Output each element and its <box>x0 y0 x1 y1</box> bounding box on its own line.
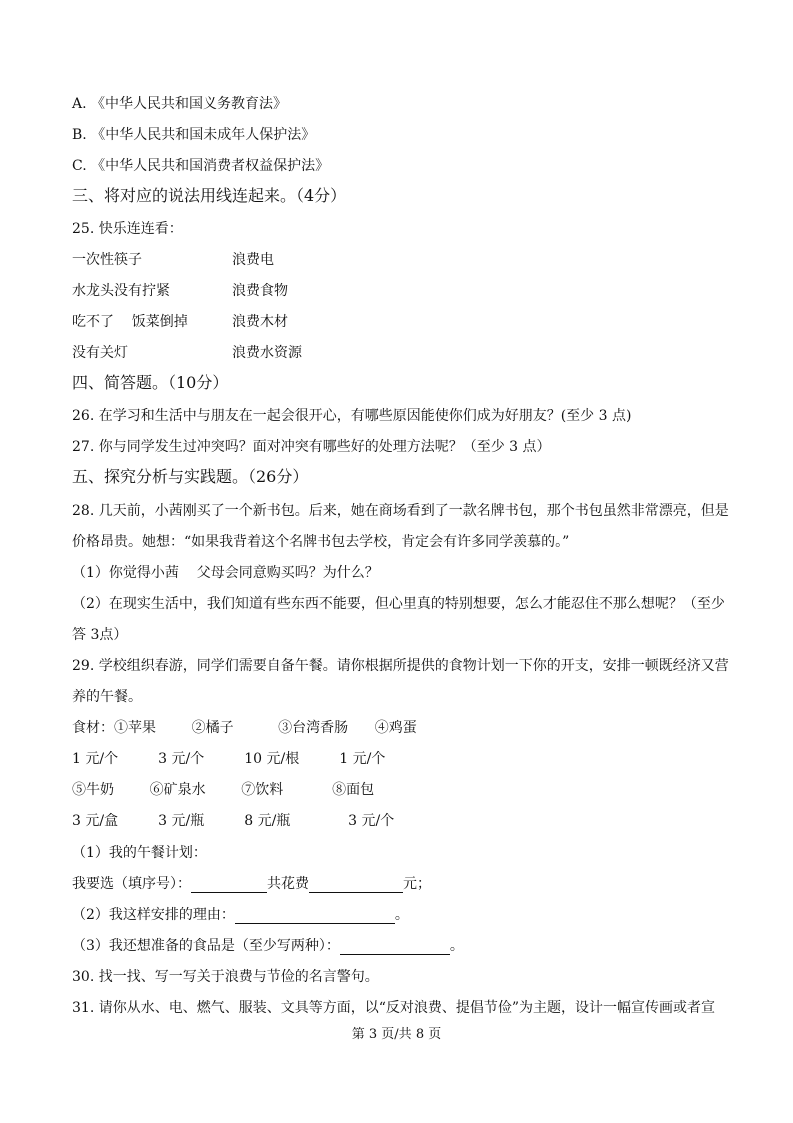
question-28-sub2-line1: （2）在现实生活中，我们知道有些东西不能要，但心里真的特别想要，怎么才能忍住不那么想呢？（至少 <box>72 596 725 612</box>
match-left-item: 一次性筷子 <box>72 252 142 268</box>
section3-heading: 三、将对应的说法用线连起来。（4分） <box>72 186 347 205</box>
food-row-2: ⑤牛奶 ⑥矿泉水 ⑦饮料 ⑧面包 <box>72 782 375 798</box>
section4-heading: 四、简答题。（10分） <box>72 373 229 392</box>
match-right-item: 浪费电 <box>232 252 274 268</box>
match-left-item: 水龙头没有拧紧 <box>72 283 170 299</box>
match-left-item: 没有关灯 <box>72 345 128 361</box>
price-row-2: 3 元/盒 3 元/瓶 8 元/瓶 3 元/个 <box>72 813 395 829</box>
match-right-item: 浪费食物 <box>232 283 288 299</box>
option-b: B. 《中华人民共和国未成年人保护法》 <box>72 127 316 143</box>
plan-reason-prefix: （2）我这样安排的理由： <box>72 907 235 923</box>
match-right-item: 浪费水资源 <box>232 345 302 361</box>
question-25: 25. 快乐连连看： <box>72 221 183 237</box>
option-c: C. 《中华人民共和国消费者权益保护法》 <box>72 158 330 174</box>
plan-more-prefix: （3）我还想准备的食品是（至少写两种）： <box>72 938 340 954</box>
match-right-item: 浪费木材 <box>232 314 288 330</box>
plan-title: （1）我的午餐计划： <box>72 845 207 861</box>
plan-more-suffix: 。 <box>449 938 464 954</box>
question-31: 31. 请你从水、电、燃气、服装、文具等方面，以“反对浪费、提倡节俭”为主题，设计一幅宣传画或者宣 <box>72 1000 716 1016</box>
plan-choose-mid: 共花费 <box>267 876 309 892</box>
price-row-1: 1 元/个 3 元/个 10 元/根 1 元/个 <box>72 751 386 767</box>
question-28-sub1: （1）你觉得小茜 父母会同意购买吗？为什么？ <box>72 565 379 581</box>
question-29-line2: 养的午餐。 <box>72 689 142 705</box>
plan-more-line <box>72 937 464 955</box>
option-a: A. 《中华人民共和国义务教育法》 <box>72 96 288 112</box>
food-number-blank[interactable] <box>191 878 267 893</box>
plan-reason-suffix: 。 <box>394 907 409 923</box>
more-food-blank[interactable] <box>340 940 450 955</box>
question-29-line1: 29. 学校组织春游，同学们需要自备午餐。请你根据所提供的食物计划一下你的开支，安排一顿既经济又营 <box>72 658 729 674</box>
plan-choose-prefix: 我要选（填序号）： <box>72 876 191 892</box>
plan-choose-suffix: 元； <box>403 876 431 892</box>
reason-blank[interactable] <box>235 909 395 924</box>
cost-blank[interactable] <box>309 878 403 893</box>
food-row-1: 食材：①苹果 ②橘子 ③台湾香肠 ④鸡蛋 <box>72 720 417 736</box>
section5-heading: 五、探究分析与实践题。（26分） <box>72 467 309 486</box>
question-28-line1: 28. 几天前，小茜刚买了一个新书包。后来，她在商场看到了一款名牌书包，那个书包虽然非常漂亮，但是 <box>72 503 729 519</box>
question-27: 27. 你与同学发生过冲突吗？面对冲突有哪些好的处理方法呢？（至少 3 点） <box>72 439 551 455</box>
question-28-line2: 价格昂贵。她想：“如果我背着这个名牌书包去学校，肯定会有许多同学羡慕的。” <box>72 534 570 550</box>
question-26: 26. 在学习和生活中与朋友在一起会很开心，有哪些原因能使你们成为好朋友？(至少 3 点) <box>72 408 632 424</box>
match-left-item: 吃不了 饭菜倒掉 <box>72 314 188 330</box>
page-number: 第 3 页/共 8 页 <box>351 1027 442 1042</box>
plan-reason-line <box>72 906 409 924</box>
question-28-sub2-line2: 答 3点） <box>72 627 128 643</box>
plan-choose-line <box>72 875 431 893</box>
question-30: 30. 找一找、写一写关于浪费与节俭的名言警句。 <box>72 969 379 985</box>
